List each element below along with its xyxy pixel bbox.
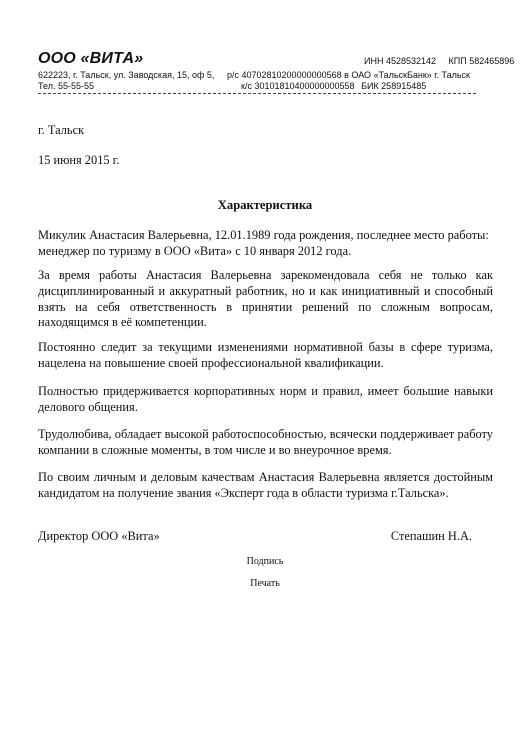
city: г. Тальск — [38, 123, 85, 137]
document-title: Характеристика — [217, 198, 313, 212]
kpp: КПП 582465896 — [448, 56, 515, 66]
paragraph: Постоянно следит за текущими изменениями нормативной базы в сфере туризма, нацелена на повышение своей профессиональной квалификации. — [38, 340, 493, 370]
paragraph: По своим личным и деловым качествам Анастасия Валерьевна является достойным кандидатом на получение звания «Эксперт года в области туризма г.Тальска». — [38, 470, 493, 500]
signer-name: Степашин Н.А. — [390, 529, 472, 543]
signer-position: Директор ООО «Вита» — [38, 529, 160, 543]
bank-details — [241, 81, 426, 91]
bik: БИК 258915485 — [361, 81, 427, 91]
inn: ИНН 4528532142 — [364, 56, 437, 66]
company-name: ООО «ВИТА» — [38, 50, 144, 67]
document-date: 15 июня 2015 г. — [38, 153, 120, 167]
bank-account: р/с 40702810200000000568 в ОАО «ТальскБанк» г. Тальск — [227, 70, 470, 80]
corr-account: к/с 30101810400000000558 — [241, 81, 355, 91]
paragraph: За время работы Анастасия Валерьевна зарекомендовала себя не только как дисциплинированный и аккуратный работник, но и как инициативный и способный взять на себя ответственность в принятии решений по сложным вопросам, находящимся в её компетенции. — [38, 268, 493, 330]
tax-ids — [364, 56, 524, 66]
company-address: 622223, г. Тальск, ул. Заводская, 15, оф 5, — [38, 70, 215, 80]
paragraph: Трудолюбива, обладает высокой работоспособностью, всячески поддерживает работу компании в сложные моменты, в том числе и во внеурочное время. — [38, 427, 493, 457]
stamp-label: Печать — [250, 578, 280, 589]
paragraph: Микулик Анастасия Валерьевна, 12.01.1989 года рождения, последнее место работы: менеджер по туризму в ООО «Вита» с 10 января 2012 года. — [38, 228, 489, 258]
header-divider — [38, 93, 476, 94]
paragraph: Полностью придерживается корпоративных норм и правил, имеет большие навыки делового общения. — [38, 384, 493, 414]
company-phone: Тел. 55-55-55 — [38, 81, 94, 91]
signature-label: Подпись — [246, 556, 284, 567]
